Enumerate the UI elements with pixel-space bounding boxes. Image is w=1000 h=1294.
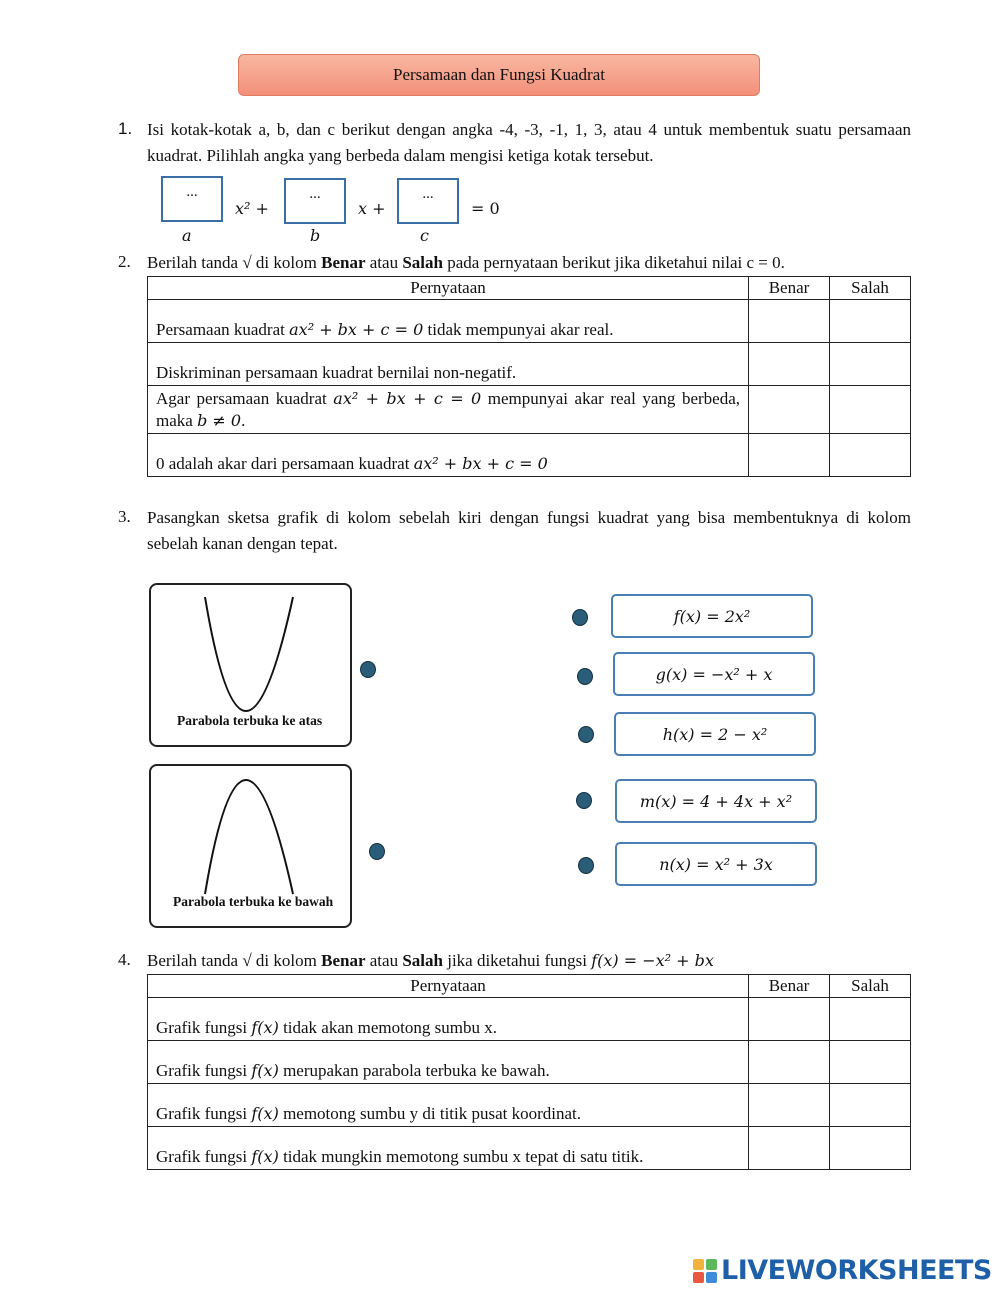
- match-dot-function-1[interactable]: [572, 609, 588, 626]
- logo-grid-icon: [692, 1258, 718, 1284]
- statement-cell: Persamaan kuadrat ax² + bx + c = 0 tidak mempunyai akar real.: [148, 300, 749, 343]
- function-box-n: n(x) = x² + 3x: [615, 842, 817, 886]
- term-x-squared: x² +: [235, 199, 269, 218]
- salah-checkbox[interactable]: [830, 343, 911, 386]
- header-benar: Benar: [749, 277, 830, 300]
- benar-checkbox[interactable]: [749, 1041, 830, 1084]
- question-3-text: Pasangkan sketsa grafik di kolom sebelah kiri dengan fungsi kuadrat yang bisa membentuknya di kolom sebelah kanan dengan tepat.: [147, 508, 911, 553]
- benar-checkbox[interactable]: [749, 1084, 830, 1127]
- question-2-text: Berilah tanda √ di kolom Benar atau Salah pada pernyataan berikut jika diketahui nilai c = 0.: [147, 253, 785, 272]
- question-1-number: 1.: [118, 119, 133, 138]
- liveworksheets-logo: [692, 1255, 992, 1286]
- header-salah: Salah: [830, 277, 911, 300]
- salah-checkbox[interactable]: [830, 1041, 911, 1084]
- header-pernyataan: Pernyataan: [148, 975, 749, 998]
- benar-checkbox[interactable]: [749, 300, 830, 343]
- table-row: [148, 998, 911, 1041]
- question-1-text: Isi kotak-kotak a, b, dan c berikut dengan angka -4, -3, -1, 1, 3, atau 4 untuk membentuk suatu persamaan kuadrat. Pilihlah angka yang berbeda dalam mengisi ketiga kotak tersebut.: [147, 120, 911, 165]
- function-box-g: g(x) = −x² + x: [613, 652, 815, 696]
- statement-cell: Grafik fungsi f(x) tidak akan memotong sumbu x.: [148, 998, 749, 1041]
- table-row: [148, 343, 911, 386]
- input-box-c[interactable]: ...: [397, 178, 459, 224]
- label-a: a: [182, 226, 192, 245]
- match-dot-function-3[interactable]: [578, 726, 594, 743]
- statement-cell: Grafik fungsi f(x) tidak mungkin memotong sumbu x tepat di satu titik.: [148, 1127, 749, 1170]
- benar-checkbox[interactable]: [749, 386, 830, 434]
- function-box-h: h(x) = 2 − x²: [614, 712, 816, 756]
- salah-checkbox[interactable]: [830, 300, 911, 343]
- graph-caption: Parabola terbuka ke bawah: [173, 894, 334, 909]
- term-equals-zero: = 0: [471, 199, 500, 218]
- question-3-number: 3.: [118, 507, 131, 526]
- label-b: b: [310, 226, 321, 245]
- logo-text: LIVEWORKSHEETS: [721, 1255, 992, 1286]
- benar-checkbox[interactable]: [749, 434, 830, 477]
- table-row: [148, 1127, 911, 1170]
- table-row: [148, 386, 911, 434]
- graph-card-downward: [149, 764, 352, 928]
- statement-cell: Grafik fungsi f(x) memotong sumbu y di titik pusat koordinat.: [148, 1084, 749, 1127]
- header-benar: Benar: [749, 975, 830, 998]
- worksheet-title: Persamaan dan Fungsi Kuadrat: [238, 54, 760, 96]
- match-dot-function-2[interactable]: [577, 668, 593, 685]
- table-row: [148, 434, 911, 477]
- match-dot-graph-1[interactable]: [360, 661, 376, 678]
- table-row: [148, 1084, 911, 1127]
- salah-checkbox[interactable]: [830, 1084, 911, 1127]
- statement-cell: Diskriminan persamaan kuadrat bernilai non-negatif.: [148, 343, 749, 386]
- salah-checkbox[interactable]: [830, 386, 911, 434]
- graph-caption: Parabola terbuka ke atas: [177, 713, 323, 728]
- input-box-b[interactable]: ...: [284, 178, 346, 224]
- question-2-number: 2.: [118, 252, 131, 271]
- term-x: x +: [358, 199, 386, 218]
- graph-card-upward: [149, 583, 352, 747]
- statement-table-q4: [147, 974, 911, 1170]
- salah-checkbox[interactable]: [830, 998, 911, 1041]
- label-c: c: [420, 226, 429, 245]
- match-dot-function-5[interactable]: [578, 857, 594, 874]
- table-row: [148, 300, 911, 343]
- match-dot-graph-2[interactable]: [369, 843, 385, 860]
- question-4-text: Berilah tanda √ di kolom Benar atau Salah jika diketahui fungsi f(x) = −x² + bx: [147, 951, 714, 970]
- statement-cell: Grafik fungsi f(x) merupakan parabola terbuka ke bawah.: [148, 1041, 749, 1084]
- function-box-f: f(x) = 2x²: [611, 594, 813, 638]
- question-4-number: 4.: [118, 950, 131, 969]
- match-dot-function-4[interactable]: [576, 792, 592, 809]
- header-pernyataan: Pernyataan: [148, 277, 749, 300]
- salah-checkbox[interactable]: [830, 434, 911, 477]
- statement-cell: Agar persamaan kuadrat ax² + bx + c = 0 mempunyai akar real yang berbeda, maka b ≠ 0.: [148, 386, 749, 434]
- function-box-m: m(x) = 4 + 4x + x²: [615, 779, 817, 823]
- input-box-a[interactable]: ...: [161, 176, 223, 222]
- statement-table-q2: [147, 276, 911, 477]
- benar-checkbox[interactable]: [749, 1127, 830, 1170]
- benar-checkbox[interactable]: [749, 998, 830, 1041]
- benar-checkbox[interactable]: [749, 343, 830, 386]
- salah-checkbox[interactable]: [830, 1127, 911, 1170]
- table-row: [148, 1041, 911, 1084]
- header-salah: Salah: [830, 975, 911, 998]
- statement-cell: 0 adalah akar dari persamaan kuadrat ax² + bx + c = 0: [148, 434, 749, 477]
